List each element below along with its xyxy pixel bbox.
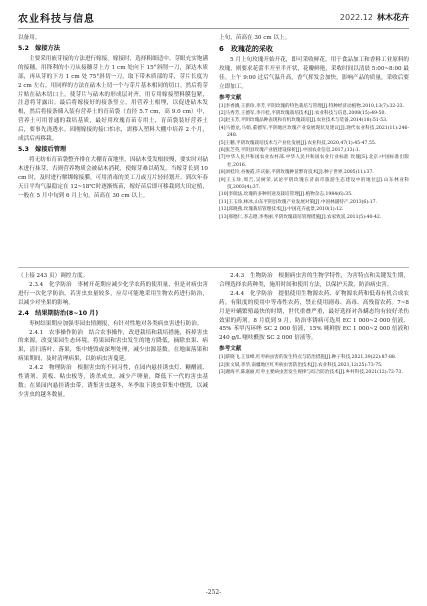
reference-item: [6]张芝英,平阴县玫瑰产业链建设探析[J].中国农业信息,2017,(13):1. <box>219 147 361 153</box>
reference-item: [4]马德龙,马娟,董德军,平阴地区玫瑰产业发展现状及建议[J].现代农业科技,2021(11):246-248. <box>219 125 409 139</box>
article-column-bottom-left <box>18 272 208 400</box>
issue-number: 2022.12 <box>339 12 373 22</box>
reference-item: [5]王鹏,平阴玫瑰栽培技术与产业化发展[J].农业科技,2020,47(1):45-47,55. <box>219 140 377 146</box>
reference-item: [9]王玉珍,周吉,吴树荣,试论平阴玫瑰在济南市旅游生态建设中的地位[J].山东林业科技,2003(4):37. <box>219 177 409 190</box>
article-column-top-left <box>18 34 208 201</box>
paragraph: 5 月上旬玫瑰开始开花，即可采收鲜花。用于食品加工和香料工业原料的玫瑰，则要求花蕾半开至半开状，花瓣鲜艳，采收时间以清晨 5:00~8:00 最佳。上午 9:00 过后气温升高，香气挥发会加快，影响产品的质量，采收后要立即加工。 <box>219 56 409 90</box>
reference-item: [12]邱晓燕,玫瑰栽培管理技术[J].中国花卉盆景,2010(1):12. <box>219 207 344 213</box>
section-title: 5.2 嫁接方法 <box>18 44 60 52</box>
paragraph: 以备用。 <box>18 35 41 41</box>
journal-title: 农业科技与信息 <box>18 13 95 25</box>
paragraph: 2.3.4 化学防治 枣树开花期应减少化学农药的使用量，但是对病虫害进行一次化学防治，若害虫虫量较多，应尽可能地采用生物农药进行防治，以减少对坐果的影响。 <box>18 281 208 306</box>
paragraph: 主要采用嵌芽接的方法进行嫁接。嫁接时，选择粗细适中、芽眼充实饱满的接穗，用锋利的小刀从接穗芽上方 1 cm 处向下 15°斜削一刀，深达木质部，再从芽的下方 1 cm 处 75°斜切一刀，取下带木质部的芽，芽片长度为 2 cm 左右。用同样的方法在砧木上切一个与芽片基本相同的切口。然后将芽片贴在砧木切口上，使芽片与砧木的形成层对齐，用专用嫁接塑料膜包紧，注意将芽露出。最后将嫁接好的接条竖立，用营养土根埋，以促进砧木发根，然后将接条插入装有营养土的育苗袋（直径 5.7 cm，高 9.0 cm）中，营养土可用普通的栽培基质，最好用玫瑰育苗专用土，育苗袋装好营养土后，要事先浇透水。因刚嫁接的接口怕水，需移入塑料大棚中培养 2 个月，成活后再移栽。 <box>18 55 209 143</box>
header-rule <box>18 28 409 29</box>
paragraph: 枣树结果期应加强枣园虫情测报，有针对性地对各类病虫害进行防治。 <box>29 320 203 327</box>
reference-item: [13]邢德仁,李志德,李秀丽,平阴玫瑰栽培管理措施[J].农家致富,2011(5):40-42. <box>219 214 382 220</box>
references-list <box>219 354 409 376</box>
reference-item: [1]李香娥,王新珍,李芳,平阴玫瑰的特色栽培与管理[J].特种经济动植物,2010,13(7):32-33. <box>219 103 405 109</box>
paragraph: 上旬，苗高在 30 cm 以上。 <box>219 35 291 41</box>
reference-item: [7]中华人民共和国农业农村部.中华人民共和国农业行业标准 玫瑰[S].北京:中国标准出版社,2016. <box>219 155 409 168</box>
article-column-top-right <box>219 34 409 221</box>
references-list <box>219 103 409 222</box>
reference-item: [10]李瑞法,玫瑰的多种用途及栽培管理[J].植物杂志,1984(6):35. <box>219 192 353 198</box>
paragraph: 2.4.4 化学防治 提倡使用生物源农药、矿物源农药和低毒有机合成农药。有限度的使用中等毒性农药，禁止使用剧毒、高毒、高残留农药。7~8 月是叶螨繁殖最快的时期，世代重叠严重，最好选择对各螨态均有较好杀伤效果的药剂。8 月底到 9 月，防治枣锈病可选用 EC 1 000~2 000 倍液、45% 苯甲丙环唑 SC 2 000 倍液，15% 咪鲜胺 EC 1 000~2 000 倍液和 240 g/L 噻呋酰胺 SC 2 000 倍液等。 <box>219 290 409 342</box>
reference-item: [8]刘桂玲,谷俊霞,许庆振,平阴玫瑰种苗繁育技术[J].种子世界,2005(11):37. <box>219 170 374 176</box>
reference-item: [11]王玉珍,林冰,山东平阴县玫瑰产业发展对策[J].中国林副特产,2013(6):17. <box>219 199 378 205</box>
page-number: -252- <box>205 589 222 596</box>
paragraph: 2.4.3 生物防治 根据病虫害的生物学特性，为害特点和关键发生期，合理选择农药种类，施用时间和使用方法，以保护天敌，防治病虫害。 <box>219 273 409 288</box>
section-title: 6 玫瑰花的采收 <box>219 44 273 53</box>
paragraph: 2.4.1 农事操作防治 结合农事操作，改进栽培和栽培措施，拆掉害虫的来源。改变果园生态环境，将果园和害虫发生的地方降低，摘除虫果、病果，清扫落叶、落果，集中烧毁或深埋处理，减少虫源基数。在地面落果和病果期间，及时清理病果，以防病虫害蔓延。 <box>18 329 208 363</box>
reference-item: [2]张文斌,李华,南疆地区红枣病虫害防治技术[J].农业科技,2021,12(25):73-75. <box>219 362 383 368</box>
section-title: 2.4 结果期防治(8~10 月) <box>18 309 99 317</box>
continuation-note: （上接 243 页）调控力度。 <box>18 273 89 279</box>
article-column-bottom-right <box>219 272 409 376</box>
column-name: 林木花卉 <box>377 12 409 22</box>
reference-item: [3]谢海平,陈嘉丽,红枣主要病虫害发生规律与综合防治技术[J].乡村科技,2021(12):72-73. <box>219 370 403 376</box>
issue-info <box>340 12 409 23</box>
paragraph: 2.4.2 物理防治 根据害虫的不同习性，在园内悬挂诱虫灯、糖醋液、性诱剂、黄板、粘虫板等，诱杀成虫，减少产卵量，降低下一代的害虫基数；在果园内悬挂诱虫带，诱集害虫越冬，冬季取下诱虫带集中烧毁，以减少害虫的越冬数量。 <box>18 365 208 398</box>
references-title: 参考文献 <box>219 94 242 101</box>
article-divider <box>18 267 409 268</box>
section-title: 5.3 嫁接后管理 <box>18 145 67 153</box>
reference-item: [2]马秀芳,王德军,李月桂,平阴玫瑰栽培技术[J].农业科技与信息,2008(15):49-50. <box>219 110 386 116</box>
paragraph: 将无纺布育苗袋整齐排在大棚育苗地里，因砧木受发根较慢，要实时对砧木进行抹芽，否则营养物质会被砧木消耗，使嫁芽难以萌发，当嫁芽长到 10 cm 时，及时进行解绑嫁接膜，可用消毒的美工刀或刀片轻轻划开。到次年春天日平均气温稳定在 12~18℃时逐渐炼苗，嫁好苗后即可移栽到大田定植，一般在 5 月中旬到 6 月上旬，苗高在 30 cm 以上。 <box>18 156 209 199</box>
references-title: 参考文献 <box>219 346 242 353</box>
reference-item: [1]蔡晓飞,王显峰,红枣病虫害的发生特点与防治措施[J].种子科技,2021,39(22):87-88. <box>219 355 397 361</box>
page-header <box>18 6 409 28</box>
reference-item: [3]赵玉芳,平阴玫瑰品种表现和有机玫瑰栽培[J].农业技术与装备,2014(18):51-53. <box>219 118 388 124</box>
